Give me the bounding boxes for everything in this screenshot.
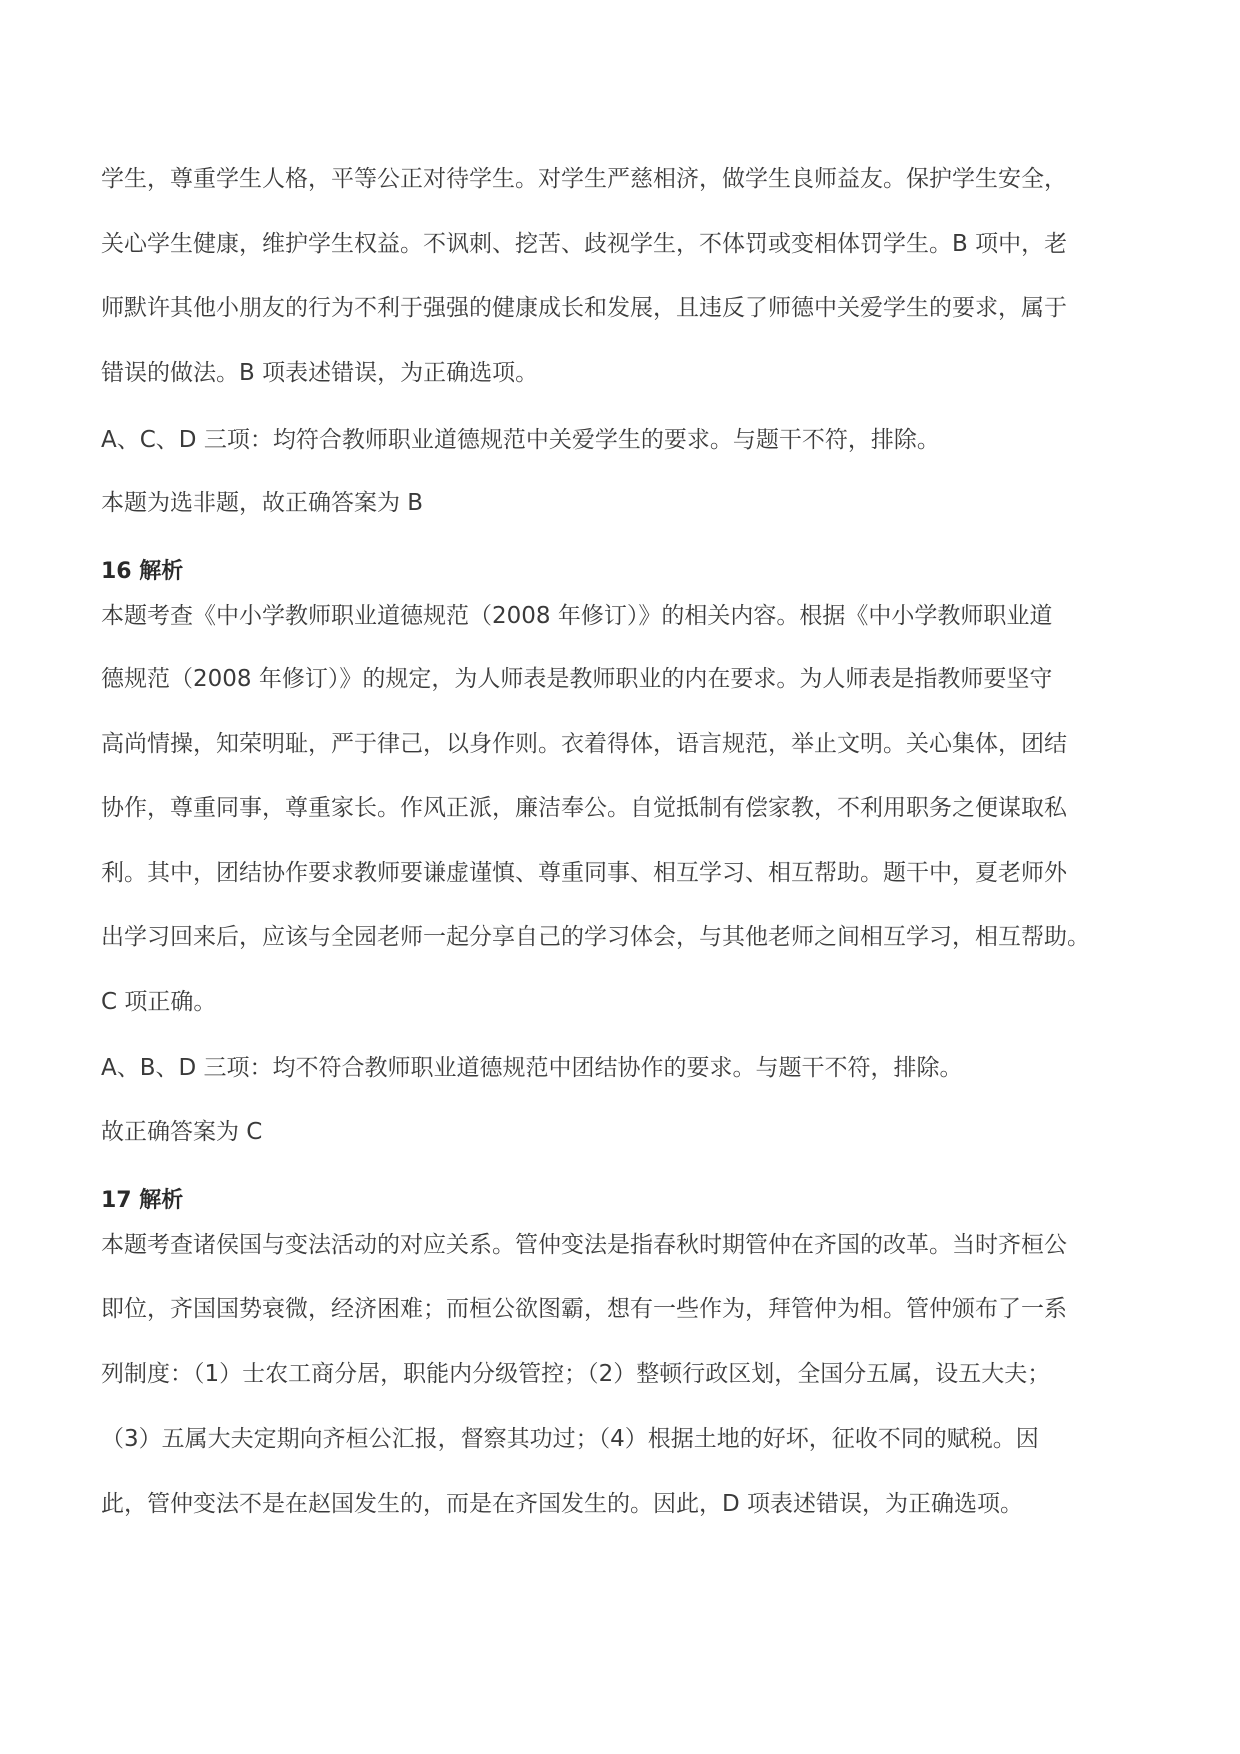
paragraph-line: 此，管仲变法不是在赵国发生的，而是在齐国发生的。因此，D 项表述错误，为正确选项。 [101, 1491, 1024, 1517]
paragraph-line: 错误的做法。B 项表述错误，为正确选项。 [101, 360, 539, 386]
paragraph-line: 出学习回来后，应该与全园老师一起分享自己的学习体会，与其他老师之间相互学习，相互帮助。 [101, 924, 1090, 950]
paragraph-line: 学生，尊重学生人格，平等公正对待学生。对学生严慈相济，做学生良师益友。保护学生安全， [101, 166, 1067, 192]
paragraph-line: 德规范（2008 年修订）》的规定，为人师表是教师职业的内在要求。为人师表是指教师要坚守 [101, 666, 1053, 692]
paragraph-line: 关心学生健康，维护学生权益。不讽刺、挖苦、歧视学生，不体罚或变相体罚学生。B 项中，老 [101, 231, 1068, 257]
paragraph-line: 本题考查诸侯国与变法活动的对应关系。管仲变法是指春秋时期管仲在齐国的改革。当时齐桓公 [101, 1232, 1067, 1258]
section-heading: 17 解析 [101, 1188, 184, 1213]
section-heading: 16 解析 [101, 559, 184, 584]
paragraph-line: 本题考查《中小学教师职业道德规范（2008 年修订）》的相关内容。根据《中小学教师职业道 [101, 603, 1053, 629]
exclusion-line: A、C、D 三项：均符合教师职业道德规范中关爱学生的要求。与题干不符，排除。 [101, 427, 940, 453]
paragraph-line: C 项正确。 [101, 989, 217, 1015]
answer-line: 故正确答案为 C [101, 1119, 263, 1145]
paragraph-line: 协作，尊重同事，尊重家长。作风正派，廉洁奉公。自觉抵制有偿家教，不利用职务之便谋取私 [101, 795, 1067, 821]
paragraph-line: 师默许其他小朋友的行为不利于强强的健康成长和发展，且违反了师德中关爱学生的要求，属于 [101, 295, 1067, 321]
paragraph-line: 高尚情操，知荣明耻，严于律己，以身作则。衣着得体，语言规范，举止文明。关心集体，团结 [101, 731, 1067, 757]
answer-line: 本题为选非题，故正确答案为 B [101, 490, 424, 516]
paragraph-line: 列制度：（1）士农工商分居，职能内分级管控；（2）整顿行政区划，全国分五属，设五大夫； [101, 1361, 1051, 1387]
paragraph-line: 利。其中，团结协作要求教师要谦虚谨慎、尊重同事、相互学习、相互帮助。题干中，夏老师外 [101, 860, 1067, 886]
paragraph-line: 即位，齐国国势衰微，经济困难；而桓公欲图霸，想有一些作为，拜管仲为相。管仲颁布了一系 [101, 1296, 1067, 1322]
paragraph-line: （3）五属大夫定期向齐桓公汇报，督察其功过；（4）根据土地的好坏，征收不同的赋税。因 [101, 1426, 1039, 1452]
exclusion-line: A、B、D 三项：均不符合教师职业道德规范中团结协作的要求。与题干不符，排除。 [101, 1055, 963, 1081]
